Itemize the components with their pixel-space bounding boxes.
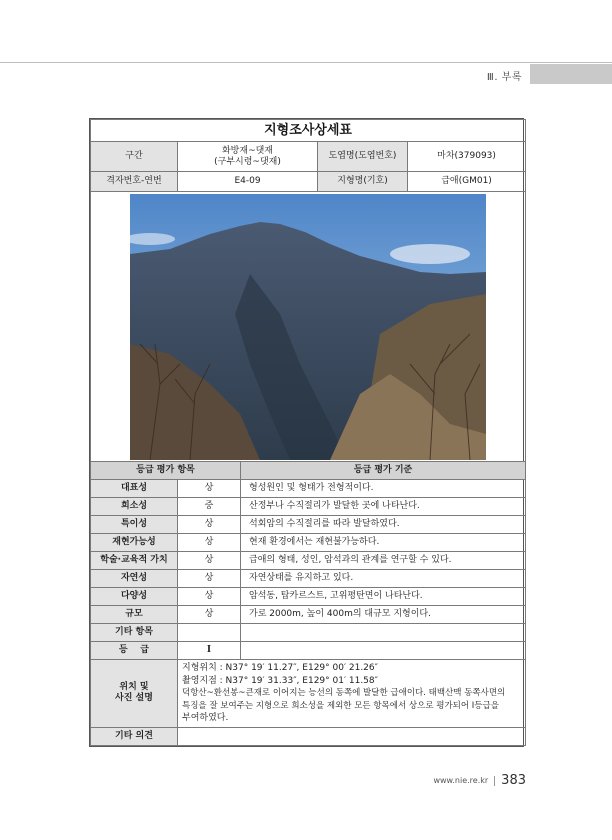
grading-grade: 상 — [178, 516, 241, 534]
grid-value: E4-09 — [178, 172, 318, 192]
footer-site: www.nie.re.kr — [433, 776, 489, 785]
landform-label: 지형명(기호) — [318, 172, 408, 192]
map-label: 도엽명(도엽번호) — [318, 142, 408, 172]
grading-row — [91, 624, 526, 642]
grading-item: 재현가능성 — [91, 534, 178, 552]
location-line1: 지형위치 : N37° 19′ 11.27″, E129° 00′ 21.26″ — [182, 663, 378, 673]
grading-row — [91, 498, 526, 516]
grading-item: 특이성 — [91, 516, 178, 534]
location-line5: 부여하였다. — [182, 713, 229, 723]
grading-item: 희소성 — [91, 498, 178, 516]
grading-criteria: 가로 2000m, 높이 400m의 대규모 지형이다. — [241, 606, 526, 624]
location-label — [91, 660, 178, 728]
final-grade-label: 등 급 — [91, 642, 178, 660]
grading-row — [91, 570, 526, 588]
grid-label: 격자번호-연번 — [91, 172, 178, 192]
grading-grade: 상 — [178, 606, 241, 624]
survey-sheet — [89, 118, 524, 747]
landform-value: 급애(GM01) — [408, 172, 526, 192]
grading-criteria: 현재 환경에서는 재현불가능하다. — [241, 534, 526, 552]
grading-criteria-header: 등급 평가 기준 — [241, 462, 526, 480]
other-opinion-label: 기타 의견 — [91, 727, 178, 745]
location-line3: 덕항산~환선봉~큰재로 이어지는 능선의 동쪽에 발달한 급애이다. 태백산맥 동쪽사면의 — [182, 688, 506, 698]
chapter-bar — [0, 64, 612, 84]
location-label-line2: 사진 설명 — [115, 693, 153, 704]
section-value-line1: 화방재~댓재 — [221, 145, 273, 156]
other-opinion-value — [178, 727, 526, 745]
grading-grade: 상 — [178, 534, 241, 552]
final-grade-value: Ⅰ — [178, 642, 241, 660]
grading-row — [91, 516, 526, 534]
final-grade-empty — [241, 642, 526, 660]
section-label: 구간 — [91, 142, 178, 172]
grading-criteria: 자연상태를 유지하고 있다. — [241, 570, 526, 588]
location-description — [178, 660, 526, 728]
footer-separator — [494, 776, 495, 786]
grading-item: 기타 항목 — [91, 624, 178, 642]
grading-item: 학술·교육적 가치 — [91, 552, 178, 570]
grading-item-header: 등급 평가 항목 — [91, 462, 241, 480]
grading-grade: 상 — [178, 588, 241, 606]
location-line2: 촬영지점 : N37° 19′ 31.33″, E129° 01′ 11.58″ — [182, 675, 378, 686]
grading-grade — [178, 624, 241, 642]
grading-row — [91, 606, 526, 624]
sheet-title: 지형조사상세표 — [91, 120, 526, 142]
grading-criteria: 산정부나 수직절리가 발달한 곳에 나타난다. — [241, 498, 526, 516]
map-value: 마차(379093) — [408, 142, 526, 172]
grading-grade: 중 — [178, 498, 241, 516]
grading-row — [91, 588, 526, 606]
grading-row — [91, 552, 526, 570]
location-line4: 특징을 잘 보여주는 지형으로 희소성을 제외한 모든 항목에서 상으로 평가되어 Ⅰ등급을 — [182, 700, 499, 711]
landform-photo — [130, 194, 486, 460]
grading-item: 규모 — [91, 606, 178, 624]
grading-item: 자연성 — [91, 570, 178, 588]
section-value-line2: (구부시령~댓재) — [214, 156, 281, 167]
grading-grade: 상 — [178, 552, 241, 570]
section-value — [178, 142, 318, 172]
grading-criteria: 석회암의 수직절리를 따라 발달하였다. — [241, 516, 526, 534]
grading-criteria: 암석동, 탑카르스트, 고위평탄면이 나타난다. — [241, 588, 526, 606]
grading-grade: 상 — [178, 480, 241, 498]
page-number: 383 — [501, 773, 526, 788]
location-label-line1: 위치 및 — [119, 682, 149, 693]
photo-cell — [91, 192, 526, 462]
grading-grade: 상 — [178, 570, 241, 588]
chapter-tab — [530, 64, 612, 84]
grading-criteria: 급애의 형태, 성인, 암석과의 관계를 연구할 수 있다. — [241, 552, 526, 570]
grading-criteria — [241, 624, 526, 642]
survey-table — [90, 119, 526, 746]
grading-criteria: 형성원인 및 형태가 전형적이다. — [241, 480, 526, 498]
grading-item: 다양성 — [91, 588, 178, 606]
chapter-label: Ⅲ. 부록 — [486, 72, 522, 83]
grading-row — [91, 480, 526, 498]
header-rule — [0, 62, 612, 63]
grading-row — [91, 534, 526, 552]
grading-item: 대표성 — [91, 480, 178, 498]
page-footer — [433, 773, 526, 788]
